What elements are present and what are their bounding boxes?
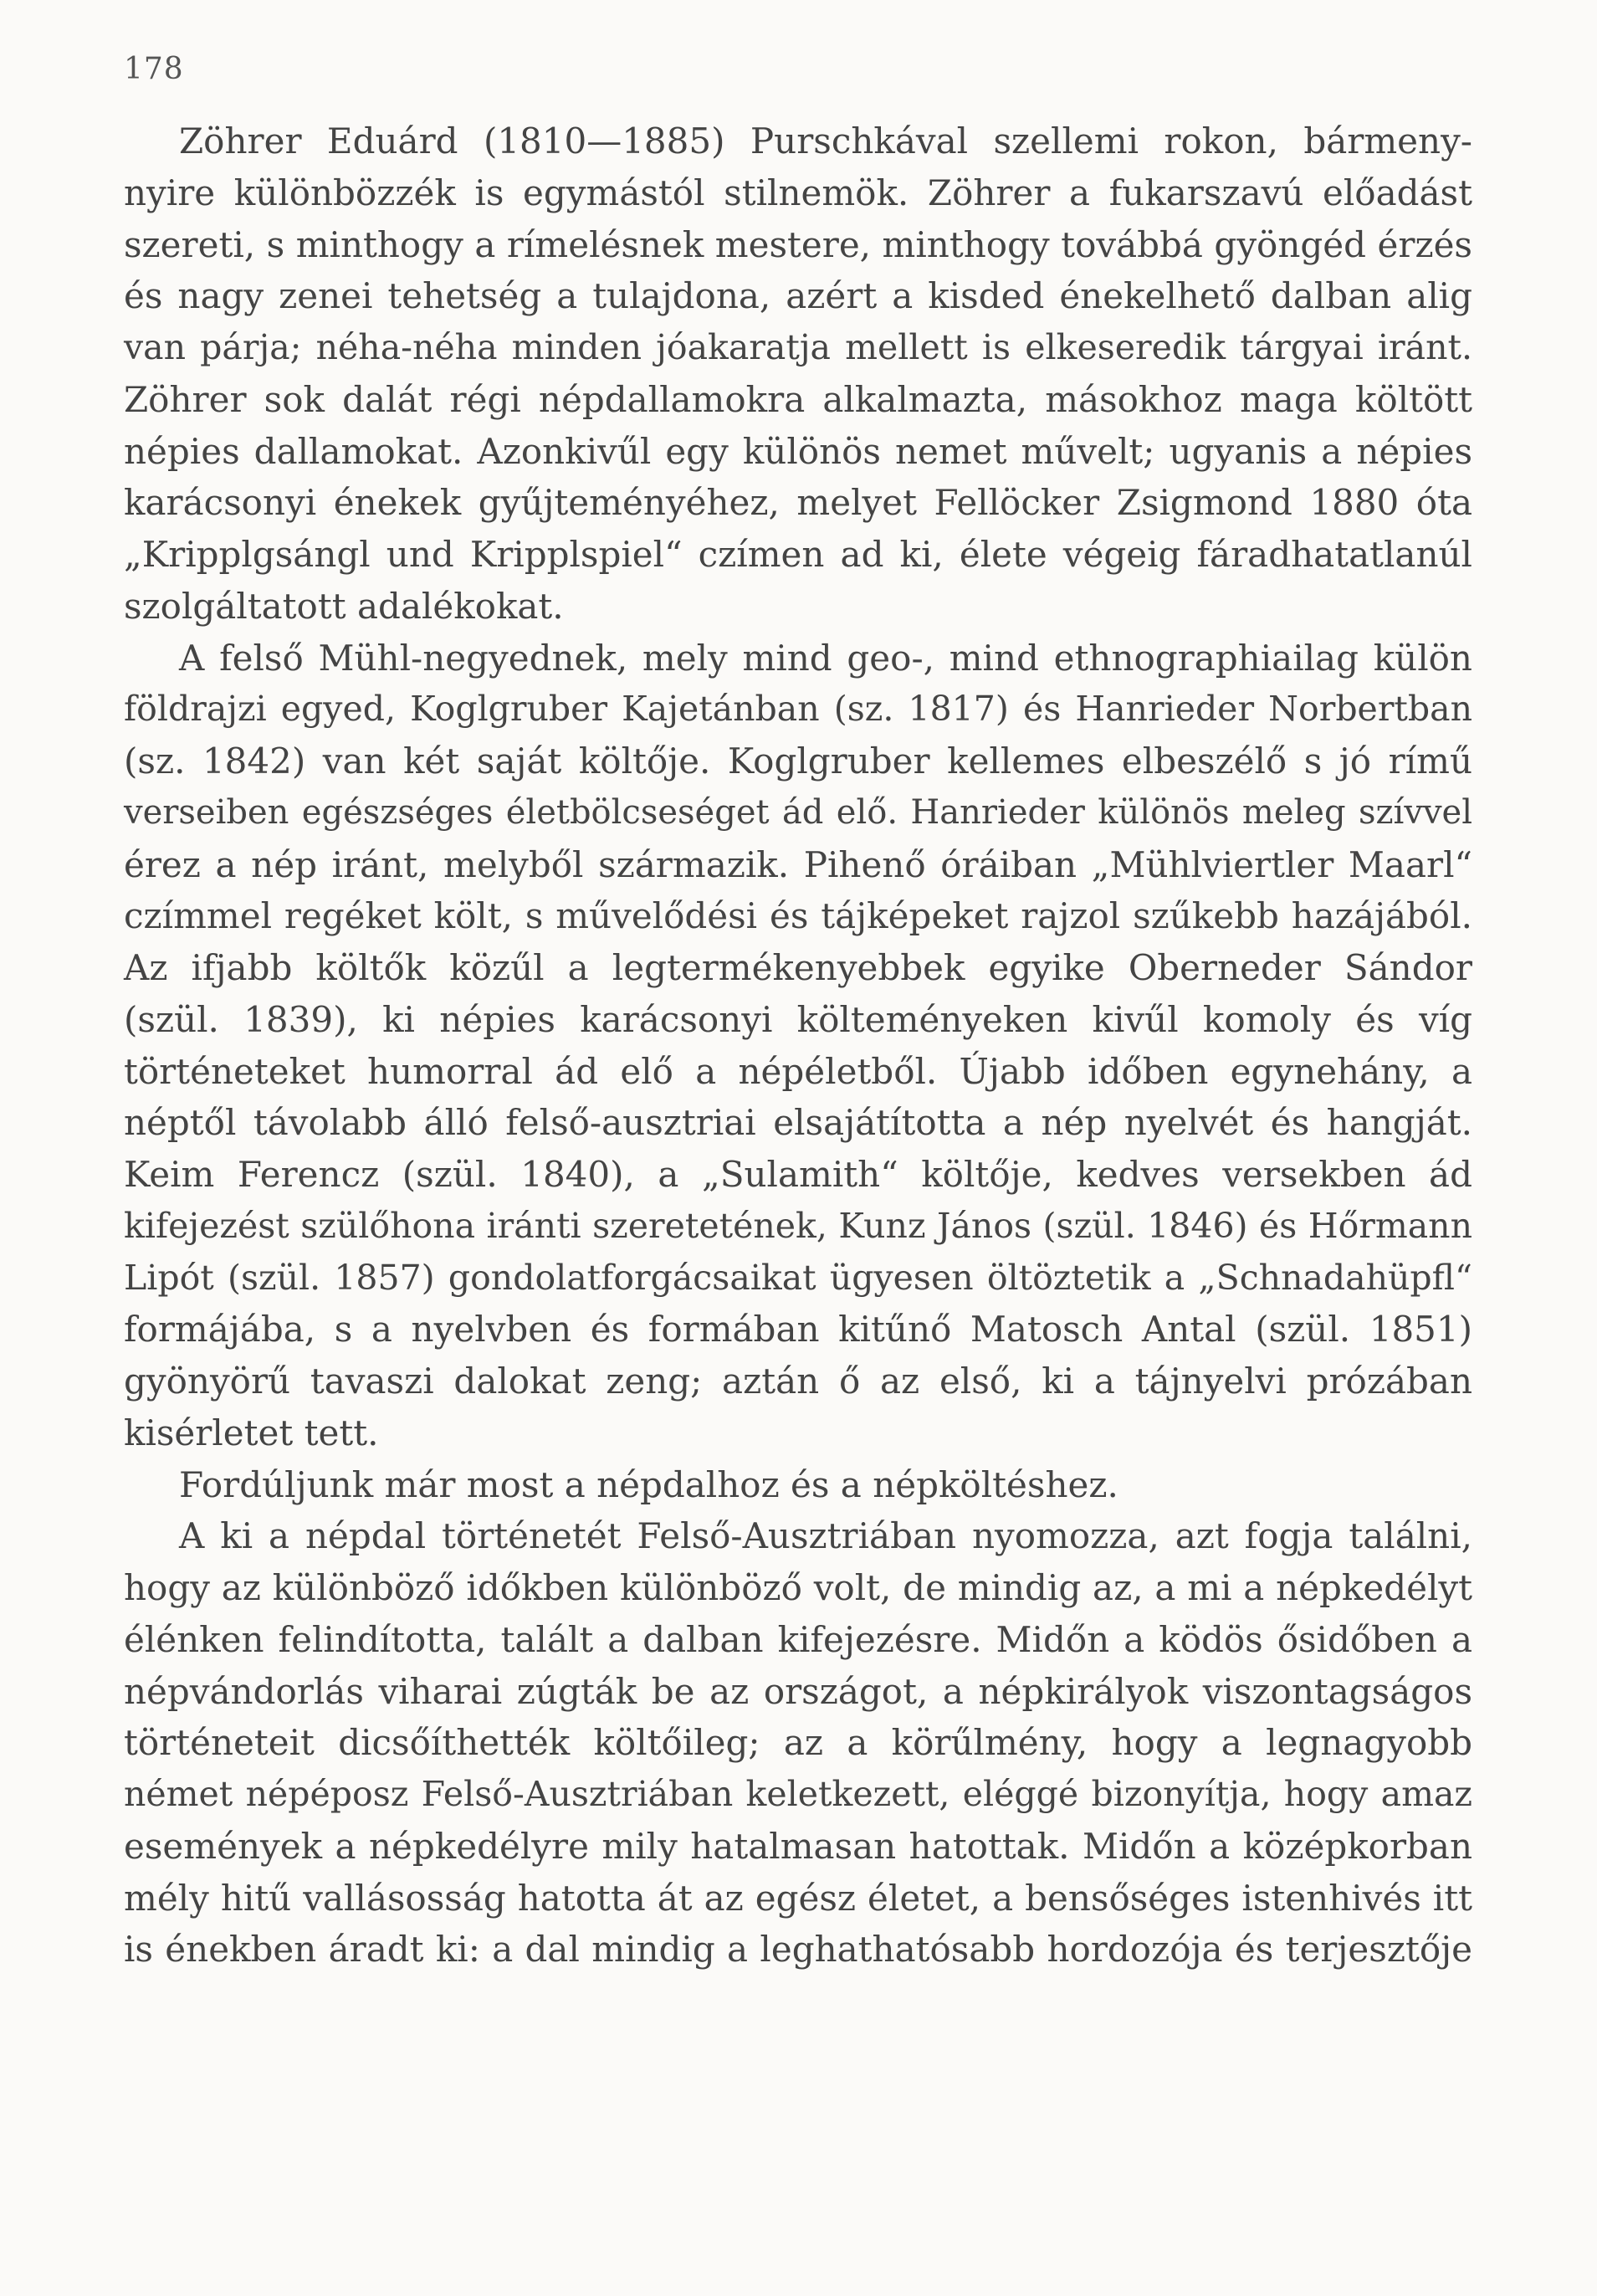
page-number: 178 [124, 52, 184, 86]
text-line: és nagy zenei tehetség a tulajdona, azért a kisded énekelhető dalban alig [124, 275, 1472, 317]
text-line: A ki a népdal történetét Felső-Ausztriában nyomozza, azt fogja találni, [179, 1515, 1472, 1557]
text-line: kisérletet tett. [124, 1412, 379, 1453]
text-line: hogy az különböző időkben különböző volt, de mindig az, a mi a népkedélyt [124, 1567, 1472, 1608]
text-line: A felső Mühl-negyednek, mely mind geo-, mind ethnographiailag külön [179, 637, 1472, 679]
text-line: Fordúljunk már most a népdalhoz és a népköltéshez. [179, 1463, 1118, 1505]
text-line: érez a nép iránt, melyből származik. Pihenő óráiban „Mühlviertler Maarl“ [124, 843, 1472, 885]
text-line: verseiben egészséges életbölcseséget ád elő. Hanrieder különös meleg szívvel [124, 792, 1472, 832]
text-line: nyire különbözzék is egymástól stilnemök. Zöhrer a fukarszavú előadást [124, 172, 1472, 213]
text-line: Zöhrer Eduárd (1810—1885) Purschkával szellemi rokon, bármeny- [179, 120, 1472, 161]
text-line: „Kripplgsángl und Kripplspiel“ czímen ad ki, élete végeig fáradhatatlanúl [124, 534, 1472, 575]
text-line: czímmel regéket költ, s művelődési és tájképeket rajzol szűkebb hazájából. [124, 895, 1472, 937]
text-line: kifejezést szülőhona iránti szeretetének, Kunz János (szül. 1846) és Hőrmann [124, 1205, 1472, 1246]
text-line: Keim Ferencz (szül. 1840), a „Sulamith“ költője, kedves versekben ád [124, 1154, 1472, 1195]
text-line: formájába, s a nyelvben és formában kitűnő Matosch Antal (szül. 1851) [124, 1309, 1472, 1350]
text-line: német népéposz Felső-Ausztriában keletkezett, eléggé bizonyítja, hogy amaz [124, 1774, 1472, 1814]
text-line: történeteit dicsőíthették költőileg; az a körűlmény, hogy a legnagyobb [124, 1722, 1472, 1764]
text-line: (szül. 1839), ki népies karácsonyi költeményeken kivűl komoly és víg [124, 998, 1472, 1040]
text-line: szereti, s minthogy a rímelésnek mestere, minthogy továbbá gyöngéd érzés [124, 223, 1472, 265]
text-line: történeteket humorral ád elő a népéletből. Újabb időben egynehány, a [124, 1050, 1472, 1092]
text-line: események a népkedélyre mily hatalmasan hatottak. Midőn a középkorban [124, 1825, 1472, 1867]
text-line: népies dallamokat. Azonkivűl egy különös nemet művelt; ugyanis a népies [124, 430, 1472, 472]
body-text [124, 115, 1472, 1976]
text-line: szolgáltatott adalékokat. [124, 585, 564, 627]
text-line: (sz. 1842) van két saját költője. Koglgruber kellemes elbeszélő s jó rímű [124, 741, 1472, 782]
text-line: Az ifjabb költők közűl a legtermékenyebbek egyike Oberneder Sándor [124, 947, 1472, 988]
text-line: Lipót (szül. 1857) gondolatforgácsaikat ügyesen öltöztetik a „Schnadahüpfl“ [124, 1257, 1472, 1298]
text-line: néptől távolabb álló felső-ausztriai elsajátította a nép nyelvét és hangját. [124, 1102, 1472, 1144]
text-line: élénken felindította, talált a dalban kifejezésre. Midőn a ködös ősidőben a [124, 1618, 1472, 1660]
text-line: karácsonyi énekek gyűjteményéhez, melyet Fellöcker Zsigmond 1880 óta [124, 482, 1472, 524]
text-line: földrajzi egyed, Koglgruber Kajetánban (sz. 1817) és Hanrieder Norbertban [124, 689, 1472, 730]
text-line: is énekben áradt ki: a dal mindig a leghathatósabb hordozója és terjesztője [124, 1929, 1472, 1971]
text-line: népvándorlás viharai zúgták be az országot, a népkirályok viszontagságos [124, 1670, 1472, 1712]
text-line: gyönyörű tavaszi dalokat zeng; aztán ő az első, ki a tájnyelvi prózában [124, 1361, 1472, 1402]
text-line: mély hitű vallásosság hatotta át az egész életet, a bensőséges istenhivés itt [124, 1877, 1472, 1919]
text-line: van párja; néha-néha minden jóakaratja mellett is elkeseredik tárgyai iránt. [124, 327, 1472, 367]
text-line: Zöhrer sok dalát régi népdallamokra alkalmazta, másokhoz maga költött [124, 378, 1472, 420]
